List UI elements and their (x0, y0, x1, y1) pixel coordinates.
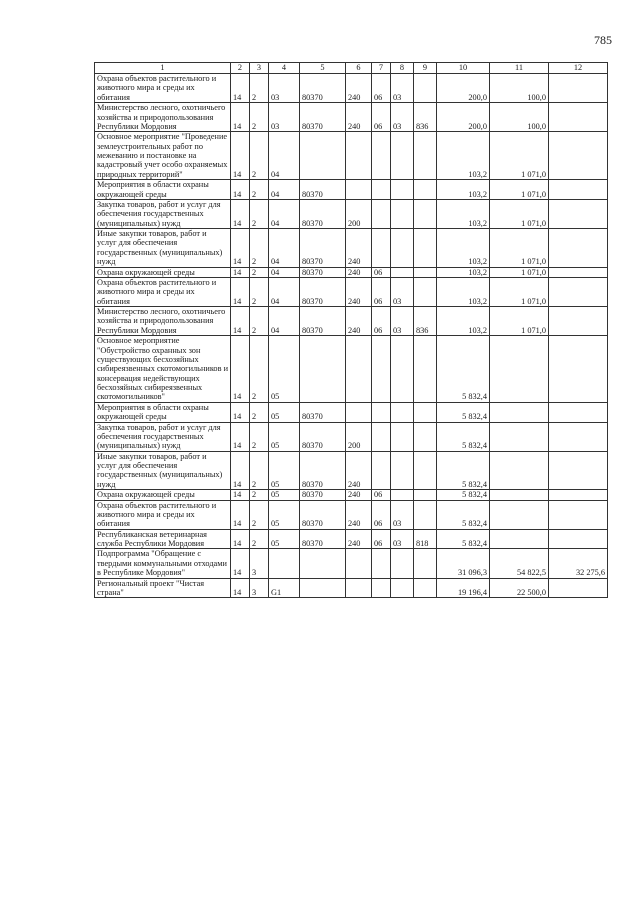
cell-col-8: 03 (391, 529, 414, 549)
cell-col-2: 14 (231, 490, 250, 500)
cell-col-12 (549, 578, 608, 598)
table-row (95, 229, 608, 268)
cell-col-4: 04 (269, 199, 300, 228)
cell-col-7 (372, 451, 391, 490)
table-row (95, 180, 608, 200)
cell-col-2: 14 (231, 500, 250, 529)
cell-col-11: 1 071,0 (490, 180, 549, 200)
cell-col-9 (414, 229, 437, 268)
cell-col-7: 06 (372, 74, 391, 103)
cell-col-5 (300, 578, 346, 598)
cell-col-6: 240 (346, 451, 372, 490)
cell-col-8 (391, 180, 414, 200)
cell-col-10: 31 096,3 (437, 549, 490, 578)
table-row (95, 402, 608, 422)
cell-col-3: 2 (250, 490, 269, 500)
cell-name: Региональный проект "Чистая страна" (95, 578, 231, 598)
cell-col-12 (549, 267, 608, 277)
table-row (95, 132, 608, 180)
table-row (95, 422, 608, 451)
cell-col-6: 240 (346, 277, 372, 306)
cell-col-3: 2 (250, 500, 269, 529)
cell-col-4: 05 (269, 336, 300, 403)
cell-col-9 (414, 578, 437, 598)
table-row (95, 500, 608, 529)
cell-col-3: 3 (250, 549, 269, 578)
cell-col-2: 14 (231, 267, 250, 277)
cell-col-11 (490, 422, 549, 451)
cell-col-9 (414, 422, 437, 451)
cell-name: Закупка товаров, работ и услуг для обеспечения государственных (муниципальных) нужд (95, 199, 231, 228)
cell-col-6: 240 (346, 490, 372, 500)
cell-col-8: 03 (391, 277, 414, 306)
cell-col-6 (346, 578, 372, 598)
cell-col-8 (391, 336, 414, 403)
table-row (95, 267, 608, 277)
cell-col-7 (372, 422, 391, 451)
cell-col-11: 100,0 (490, 103, 549, 132)
cell-col-3: 2 (250, 229, 269, 268)
cell-col-9: 836 (414, 307, 437, 336)
cell-col-8: 03 (391, 74, 414, 103)
cell-col-10: 103,2 (437, 199, 490, 228)
cell-col-10: 5 832,4 (437, 500, 490, 529)
cell-col-9 (414, 74, 437, 103)
cell-col-5: 80370 (300, 500, 346, 529)
cell-col-10: 200,0 (437, 74, 490, 103)
cell-col-8 (391, 549, 414, 578)
cell-col-11 (490, 529, 549, 549)
cell-col-12 (549, 307, 608, 336)
cell-col-6: 200 (346, 199, 372, 228)
cell-col-4: 05 (269, 500, 300, 529)
cell-col-9 (414, 132, 437, 180)
column-header: 9 (414, 63, 437, 74)
page-number: 785 (594, 33, 612, 47)
cell-col-10: 103,2 (437, 180, 490, 200)
cell-col-7: 06 (372, 307, 391, 336)
cell-col-12 (549, 277, 608, 306)
table-row (95, 529, 608, 549)
cell-col-12 (549, 132, 608, 180)
cell-col-3: 2 (250, 180, 269, 200)
column-header: 11 (490, 63, 549, 74)
cell-col-12 (549, 500, 608, 529)
cell-col-10: 5 832,4 (437, 490, 490, 500)
cell-col-8 (391, 422, 414, 451)
cell-col-9 (414, 336, 437, 403)
cell-col-6 (346, 336, 372, 403)
cell-col-4: 05 (269, 422, 300, 451)
cell-col-3: 2 (250, 402, 269, 422)
cell-name: Охрана окружающей среды (95, 490, 231, 500)
cell-col-9: 818 (414, 529, 437, 549)
cell-col-6: 240 (346, 103, 372, 132)
column-header: 5 (300, 63, 346, 74)
cell-col-10: 200,0 (437, 103, 490, 132)
cell-col-11: 54 822,5 (490, 549, 549, 578)
cell-col-5: 80370 (300, 103, 346, 132)
cell-col-12 (549, 422, 608, 451)
cell-col-8: 03 (391, 103, 414, 132)
cell-col-6: 240 (346, 267, 372, 277)
cell-col-4: G1 (269, 578, 300, 598)
cell-name: Иные закупки товаров, работ и услуг для обеспечения государственных (муниципальных) нужд (95, 229, 231, 268)
cell-col-5: 80370 (300, 180, 346, 200)
cell-col-2: 14 (231, 103, 250, 132)
table-header-row (95, 63, 608, 74)
cell-name: Мероприятия в области охраны окружающей среды (95, 180, 231, 200)
table-row (95, 578, 608, 598)
column-header: 10 (437, 63, 490, 74)
cell-col-12 (549, 74, 608, 103)
cell-col-5: 80370 (300, 229, 346, 268)
table-row (95, 490, 608, 500)
cell-col-12 (549, 402, 608, 422)
cell-col-10: 19 196,4 (437, 578, 490, 598)
cell-col-11: 1 071,0 (490, 199, 549, 228)
cell-name: Министерство лесного, охотничьего хозяйства и природопользования Республики Мордовия (95, 307, 231, 336)
cell-col-7 (372, 402, 391, 422)
cell-col-4: 04 (269, 229, 300, 268)
cell-col-8: 03 (391, 307, 414, 336)
cell-col-5: 80370 (300, 74, 346, 103)
cell-col-4: 03 (269, 103, 300, 132)
cell-col-12 (549, 180, 608, 200)
cell-col-12 (549, 451, 608, 490)
cell-col-4: 04 (269, 132, 300, 180)
column-header: 3 (250, 63, 269, 74)
cell-col-7: 06 (372, 103, 391, 132)
cell-col-8 (391, 402, 414, 422)
cell-col-9 (414, 267, 437, 277)
cell-col-4: 04 (269, 307, 300, 336)
cell-col-11: 100,0 (490, 74, 549, 103)
cell-col-2: 14 (231, 199, 250, 228)
table-row (95, 336, 608, 403)
cell-col-8 (391, 578, 414, 598)
cell-col-12 (549, 229, 608, 268)
cell-col-6: 200 (346, 422, 372, 451)
cell-col-6 (346, 180, 372, 200)
cell-col-9: 836 (414, 103, 437, 132)
cell-name: Основное мероприятие "Проведение землеустроительных работ по межеванию и постановке на кадастровый учет особо охраняемых природных территорий" (95, 132, 231, 180)
cell-col-7: 06 (372, 500, 391, 529)
table-row (95, 549, 608, 578)
cell-col-9 (414, 402, 437, 422)
cell-col-5: 80370 (300, 307, 346, 336)
cell-col-12: 32 275,6 (549, 549, 608, 578)
cell-col-10: 103,2 (437, 229, 490, 268)
cell-col-5: 80370 (300, 451, 346, 490)
cell-col-8: 03 (391, 500, 414, 529)
cell-col-9 (414, 451, 437, 490)
cell-col-5: 80370 (300, 422, 346, 451)
cell-col-6: 240 (346, 529, 372, 549)
cell-col-7 (372, 578, 391, 598)
cell-col-7: 06 (372, 267, 391, 277)
cell-col-4: 05 (269, 490, 300, 500)
cell-col-3: 2 (250, 103, 269, 132)
cell-col-10: 5 832,4 (437, 402, 490, 422)
cell-col-5 (300, 336, 346, 403)
cell-col-7 (372, 180, 391, 200)
cell-col-8 (391, 267, 414, 277)
cell-col-12 (549, 199, 608, 228)
table-row (95, 103, 608, 132)
cell-name: Мероприятия в области охраны окружающей среды (95, 402, 231, 422)
cell-col-6: 240 (346, 229, 372, 268)
cell-col-2: 14 (231, 578, 250, 598)
column-header: 6 (346, 63, 372, 74)
cell-name: Основное мероприятие "Обустройство охранных зон существующих бесхозяйных сибиреязвенных скотомогильников и консервация недействующих бесхозяйных сибиреязвенных скотомогильников" (95, 336, 231, 403)
cell-col-4: 05 (269, 529, 300, 549)
cell-col-10: 5 832,4 (437, 422, 490, 451)
cell-col-8 (391, 199, 414, 228)
cell-col-5: 80370 (300, 490, 346, 500)
cell-col-6: 240 (346, 74, 372, 103)
cell-col-11: 22 500,0 (490, 578, 549, 598)
budget-table (94, 62, 608, 598)
cell-col-10: 5 832,4 (437, 451, 490, 490)
cell-name: Охрана объектов растительного и животного мира и среды их обитания (95, 277, 231, 306)
cell-name: Министерство лесного, охотничьего хозяйства и природопользования Республики Мордовия (95, 103, 231, 132)
cell-col-9 (414, 180, 437, 200)
column-header: 1 (95, 63, 231, 74)
cell-name: Охрана объектов растительного и животного мира и среды их обитания (95, 74, 231, 103)
cell-col-7 (372, 336, 391, 403)
cell-col-8 (391, 490, 414, 500)
cell-name: Республиканская ветеринарная служба Республики Мордовия (95, 529, 231, 549)
cell-col-7 (372, 132, 391, 180)
cell-col-7 (372, 199, 391, 228)
cell-col-11: 1 071,0 (490, 267, 549, 277)
cell-col-6: 240 (346, 500, 372, 529)
cell-col-6 (346, 132, 372, 180)
cell-col-5: 80370 (300, 277, 346, 306)
cell-col-3: 3 (250, 578, 269, 598)
table-row (95, 451, 608, 490)
cell-col-9 (414, 490, 437, 500)
cell-col-10: 103,2 (437, 267, 490, 277)
cell-col-11 (490, 451, 549, 490)
cell-col-2: 14 (231, 74, 250, 103)
cell-name: Иные закупки товаров, работ и услуг для обеспечения государственных (муниципальных) нужд (95, 451, 231, 490)
cell-col-3: 2 (250, 451, 269, 490)
cell-col-12 (549, 490, 608, 500)
cell-col-8 (391, 132, 414, 180)
cell-col-3: 2 (250, 132, 269, 180)
cell-col-11: 1 071,0 (490, 277, 549, 306)
cell-col-10: 103,2 (437, 307, 490, 336)
cell-col-11: 1 071,0 (490, 229, 549, 268)
cell-col-10: 5 832,4 (437, 336, 490, 403)
table-row (95, 277, 608, 306)
cell-col-12 (549, 336, 608, 403)
cell-col-12 (549, 103, 608, 132)
cell-col-4 (269, 549, 300, 578)
cell-col-2: 14 (231, 307, 250, 336)
cell-col-5: 80370 (300, 402, 346, 422)
cell-col-5: 80370 (300, 529, 346, 549)
cell-col-11 (490, 402, 549, 422)
cell-col-2: 14 (231, 132, 250, 180)
cell-col-11: 1 071,0 (490, 132, 549, 180)
cell-name: Подпрограмма "Обращение с твердыми коммунальными отходами в Республике Мордовия" (95, 549, 231, 578)
cell-col-8 (391, 451, 414, 490)
cell-col-7: 06 (372, 529, 391, 549)
cell-col-5 (300, 132, 346, 180)
cell-col-5: 80370 (300, 267, 346, 277)
cell-col-2: 14 (231, 336, 250, 403)
cell-col-10: 103,2 (437, 277, 490, 306)
cell-col-2: 14 (231, 402, 250, 422)
cell-col-10: 103,2 (437, 132, 490, 180)
column-header: 8 (391, 63, 414, 74)
cell-col-9 (414, 277, 437, 306)
cell-col-3: 2 (250, 307, 269, 336)
cell-name: Охрана объектов растительного и животного мира и среды их обитания (95, 500, 231, 529)
cell-col-10: 5 832,4 (437, 529, 490, 549)
cell-col-7 (372, 229, 391, 268)
column-header: 2 (231, 63, 250, 74)
cell-col-5: 80370 (300, 199, 346, 228)
cell-col-3: 2 (250, 74, 269, 103)
cell-col-12 (549, 529, 608, 549)
cell-col-4: 04 (269, 180, 300, 200)
table-row (95, 74, 608, 103)
cell-col-9 (414, 500, 437, 529)
cell-col-3: 2 (250, 199, 269, 228)
column-header: 4 (269, 63, 300, 74)
table-row (95, 199, 608, 228)
cell-col-2: 14 (231, 277, 250, 306)
cell-col-4: 03 (269, 74, 300, 103)
cell-col-8 (391, 229, 414, 268)
cell-col-11 (490, 490, 549, 500)
cell-col-5 (300, 549, 346, 578)
cell-col-4: 04 (269, 277, 300, 306)
cell-col-2: 14 (231, 180, 250, 200)
cell-col-3: 2 (250, 277, 269, 306)
cell-col-9 (414, 549, 437, 578)
cell-col-6: 240 (346, 307, 372, 336)
cell-col-4: 05 (269, 402, 300, 422)
table-row (95, 307, 608, 336)
column-header: 7 (372, 63, 391, 74)
cell-col-4: 05 (269, 451, 300, 490)
cell-col-4: 04 (269, 267, 300, 277)
cell-col-6 (346, 402, 372, 422)
cell-col-6 (346, 549, 372, 578)
cell-name: Охрана окружающей среды (95, 267, 231, 277)
cell-col-9 (414, 199, 437, 228)
cell-col-7: 06 (372, 490, 391, 500)
cell-col-3: 2 (250, 422, 269, 451)
cell-col-11 (490, 336, 549, 403)
cell-col-11 (490, 500, 549, 529)
cell-col-3: 2 (250, 529, 269, 549)
cell-col-2: 14 (231, 529, 250, 549)
cell-col-2: 14 (231, 549, 250, 578)
cell-col-7 (372, 549, 391, 578)
cell-col-2: 14 (231, 451, 250, 490)
cell-name: Закупка товаров, работ и услуг для обеспечения государственных (муниципальных) нужд (95, 422, 231, 451)
cell-col-2: 14 (231, 229, 250, 268)
cell-col-3: 2 (250, 267, 269, 277)
cell-col-11: 1 071,0 (490, 307, 549, 336)
column-header: 12 (549, 63, 608, 74)
cell-col-2: 14 (231, 422, 250, 451)
cell-col-7: 06 (372, 277, 391, 306)
cell-col-3: 2 (250, 336, 269, 403)
